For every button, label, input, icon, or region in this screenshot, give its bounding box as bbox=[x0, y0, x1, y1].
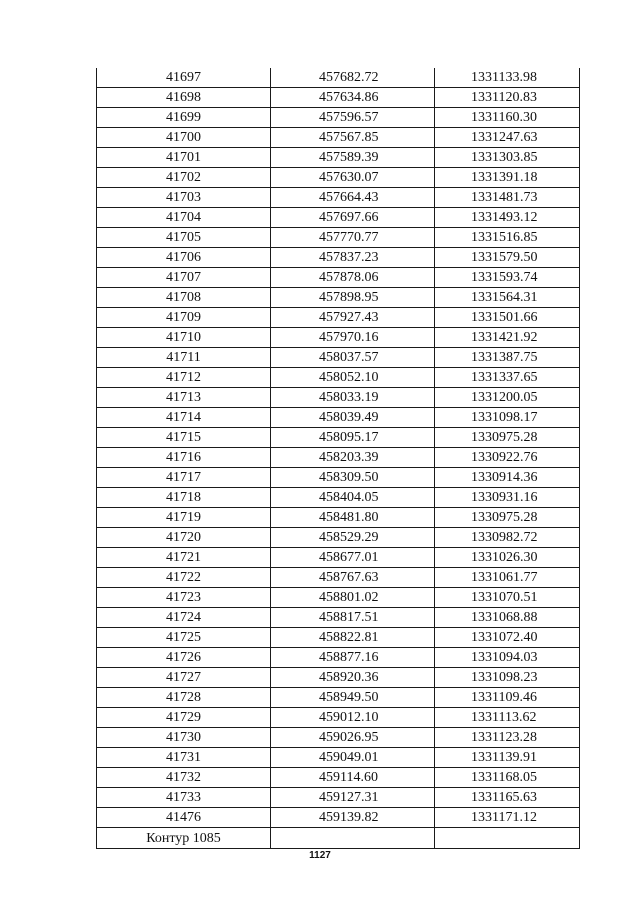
x-coordinate-cell: 1331247.63 bbox=[435, 128, 580, 148]
y-coordinate-cell: 459139.82 bbox=[271, 808, 435, 828]
table-row bbox=[97, 68, 580, 88]
y-coordinate-cell: 458404.05 bbox=[271, 488, 435, 508]
table-row bbox=[97, 748, 580, 768]
x-coordinate-cell: 1331303.85 bbox=[435, 148, 580, 168]
point-number-cell: 41722 bbox=[97, 568, 271, 588]
table-row bbox=[97, 308, 580, 328]
y-coordinate-cell: 458481.80 bbox=[271, 508, 435, 528]
x-coordinate-cell: 1331168.05 bbox=[435, 768, 580, 788]
y-coordinate-cell: 458801.02 bbox=[271, 588, 435, 608]
point-number-cell: 41714 bbox=[97, 408, 271, 428]
y-coordinate-cell: 458677.01 bbox=[271, 548, 435, 568]
y-coordinate-cell: 458817.51 bbox=[271, 608, 435, 628]
point-number-cell: 41724 bbox=[97, 608, 271, 628]
point-number-cell: 41697 bbox=[97, 68, 271, 88]
x-coordinate-cell: 1331139.91 bbox=[435, 748, 580, 768]
point-number-cell: 41698 bbox=[97, 88, 271, 108]
x-coordinate-cell: 1331061.77 bbox=[435, 568, 580, 588]
contour-empty-cell bbox=[435, 828, 580, 849]
x-coordinate-cell: 1330982.72 bbox=[435, 528, 580, 548]
x-coordinate-cell: 1331094.03 bbox=[435, 648, 580, 668]
table-row bbox=[97, 548, 580, 568]
table-row bbox=[97, 168, 580, 188]
y-coordinate-cell: 458529.29 bbox=[271, 528, 435, 548]
table-row bbox=[97, 208, 580, 228]
point-number-cell: 41701 bbox=[97, 148, 271, 168]
y-coordinate-cell: 457596.57 bbox=[271, 108, 435, 128]
table-row bbox=[97, 628, 580, 648]
table-row bbox=[97, 688, 580, 708]
x-coordinate-cell: 1331072.40 bbox=[435, 628, 580, 648]
table-row bbox=[97, 488, 580, 508]
point-number-cell: 41730 bbox=[97, 728, 271, 748]
table-row bbox=[97, 448, 580, 468]
x-coordinate-cell: 1330975.28 bbox=[435, 428, 580, 448]
x-coordinate-cell: 1331113.62 bbox=[435, 708, 580, 728]
point-number-cell: 41729 bbox=[97, 708, 271, 728]
table-row bbox=[97, 148, 580, 168]
x-coordinate-cell: 1331200.05 bbox=[435, 388, 580, 408]
table-row bbox=[97, 588, 580, 608]
x-coordinate-cell: 1331171.12 bbox=[435, 808, 580, 828]
x-coordinate-cell: 1331516.85 bbox=[435, 228, 580, 248]
x-coordinate-cell: 1331337.65 bbox=[435, 368, 580, 388]
y-coordinate-cell: 458920.36 bbox=[271, 668, 435, 688]
table-row bbox=[97, 88, 580, 108]
y-coordinate-cell: 459049.01 bbox=[271, 748, 435, 768]
point-number-cell: 41703 bbox=[97, 188, 271, 208]
table-row bbox=[97, 808, 580, 828]
x-coordinate-cell: 1331493.12 bbox=[435, 208, 580, 228]
y-coordinate-cell: 459012.10 bbox=[271, 708, 435, 728]
x-coordinate-cell: 1331564.31 bbox=[435, 288, 580, 308]
x-coordinate-cell: 1331391.18 bbox=[435, 168, 580, 188]
table-row bbox=[97, 368, 580, 388]
y-coordinate-cell: 457970.16 bbox=[271, 328, 435, 348]
point-number-cell: 41719 bbox=[97, 508, 271, 528]
table-row bbox=[97, 288, 580, 308]
point-number-cell: 41727 bbox=[97, 668, 271, 688]
table-row bbox=[97, 528, 580, 548]
x-coordinate-cell: 1331387.75 bbox=[435, 348, 580, 368]
y-coordinate-cell: 457630.07 bbox=[271, 168, 435, 188]
y-coordinate-cell: 458767.63 bbox=[271, 568, 435, 588]
page-number: 1127 bbox=[309, 850, 331, 861]
contour-label: Контур 1085 bbox=[97, 828, 271, 849]
table-row bbox=[97, 108, 580, 128]
y-coordinate-cell: 458039.49 bbox=[271, 408, 435, 428]
point-number-cell: 41728 bbox=[97, 688, 271, 708]
coordinates-table bbox=[96, 68, 580, 849]
y-coordinate-cell: 458037.57 bbox=[271, 348, 435, 368]
x-coordinate-cell: 1330914.36 bbox=[435, 468, 580, 488]
y-coordinate-cell: 458309.50 bbox=[271, 468, 435, 488]
table-row bbox=[97, 648, 580, 668]
table-row bbox=[97, 728, 580, 748]
y-coordinate-cell: 457898.95 bbox=[271, 288, 435, 308]
x-coordinate-cell: 1331098.17 bbox=[435, 408, 580, 428]
table-row bbox=[97, 348, 580, 368]
point-number-cell: 41720 bbox=[97, 528, 271, 548]
point-number-cell: 41732 bbox=[97, 768, 271, 788]
x-coordinate-cell: 1331098.23 bbox=[435, 668, 580, 688]
point-number-cell: 41718 bbox=[97, 488, 271, 508]
x-coordinate-cell: 1331579.50 bbox=[435, 248, 580, 268]
table-row bbox=[97, 428, 580, 448]
point-number-cell: 41726 bbox=[97, 648, 271, 668]
y-coordinate-cell: 457697.66 bbox=[271, 208, 435, 228]
point-number-cell: 41712 bbox=[97, 368, 271, 388]
x-coordinate-cell: 1331593.74 bbox=[435, 268, 580, 288]
table-row bbox=[97, 128, 580, 148]
x-coordinate-cell: 1331133.98 bbox=[435, 68, 580, 88]
y-coordinate-cell: 458949.50 bbox=[271, 688, 435, 708]
x-coordinate-cell: 1331481.73 bbox=[435, 188, 580, 208]
table-row bbox=[97, 388, 580, 408]
table-row bbox=[97, 188, 580, 208]
x-coordinate-cell: 1331421.92 bbox=[435, 328, 580, 348]
x-coordinate-cell: 1331165.63 bbox=[435, 788, 580, 808]
point-number-cell: 41476 bbox=[97, 808, 271, 828]
point-number-cell: 41713 bbox=[97, 388, 271, 408]
x-coordinate-cell: 1330922.76 bbox=[435, 448, 580, 468]
y-coordinate-cell: 458203.39 bbox=[271, 448, 435, 468]
x-coordinate-cell: 1331026.30 bbox=[435, 548, 580, 568]
table-row bbox=[97, 768, 580, 788]
x-coordinate-cell: 1331070.51 bbox=[435, 588, 580, 608]
point-number-cell: 41705 bbox=[97, 228, 271, 248]
point-number-cell: 41725 bbox=[97, 628, 271, 648]
table-row bbox=[97, 468, 580, 488]
point-number-cell: 41716 bbox=[97, 448, 271, 468]
x-coordinate-cell: 1331068.88 bbox=[435, 608, 580, 628]
table-row bbox=[97, 268, 580, 288]
y-coordinate-cell: 458822.81 bbox=[271, 628, 435, 648]
point-number-cell: 41702 bbox=[97, 168, 271, 188]
point-number-cell: 41731 bbox=[97, 748, 271, 768]
table-row bbox=[97, 608, 580, 628]
y-coordinate-cell: 458033.19 bbox=[271, 388, 435, 408]
y-coordinate-cell: 459114.60 bbox=[271, 768, 435, 788]
point-number-cell: 41733 bbox=[97, 788, 271, 808]
y-coordinate-cell: 457837.23 bbox=[271, 248, 435, 268]
point-number-cell: 41715 bbox=[97, 428, 271, 448]
point-number-cell: 41700 bbox=[97, 128, 271, 148]
table-row bbox=[97, 568, 580, 588]
point-number-cell: 41723 bbox=[97, 588, 271, 608]
y-coordinate-cell: 457634.86 bbox=[271, 88, 435, 108]
table-row bbox=[97, 228, 580, 248]
table-row bbox=[97, 408, 580, 428]
x-coordinate-cell: 1330975.28 bbox=[435, 508, 580, 528]
y-coordinate-cell: 457682.72 bbox=[271, 68, 435, 88]
coordinates-table-body bbox=[97, 68, 580, 849]
y-coordinate-cell: 459127.31 bbox=[271, 788, 435, 808]
point-number-cell: 41707 bbox=[97, 268, 271, 288]
point-number-cell: 41721 bbox=[97, 548, 271, 568]
x-coordinate-cell: 1331109.46 bbox=[435, 688, 580, 708]
point-number-cell: 41717 bbox=[97, 468, 271, 488]
y-coordinate-cell: 458052.10 bbox=[271, 368, 435, 388]
y-coordinate-cell: 457664.43 bbox=[271, 188, 435, 208]
y-coordinate-cell: 457878.06 bbox=[271, 268, 435, 288]
y-coordinate-cell: 457770.77 bbox=[271, 228, 435, 248]
point-number-cell: 41709 bbox=[97, 308, 271, 328]
y-coordinate-cell: 457927.43 bbox=[271, 308, 435, 328]
x-coordinate-cell: 1331501.66 bbox=[435, 308, 580, 328]
y-coordinate-cell: 458877.16 bbox=[271, 648, 435, 668]
table-row bbox=[97, 668, 580, 688]
x-coordinate-cell: 1331120.83 bbox=[435, 88, 580, 108]
y-coordinate-cell: 459026.95 bbox=[271, 728, 435, 748]
point-number-cell: 41708 bbox=[97, 288, 271, 308]
x-coordinate-cell: 1330931.16 bbox=[435, 488, 580, 508]
y-coordinate-cell: 458095.17 bbox=[271, 428, 435, 448]
y-coordinate-cell: 457589.39 bbox=[271, 148, 435, 168]
x-coordinate-cell: 1331123.28 bbox=[435, 728, 580, 748]
table-row bbox=[97, 508, 580, 528]
table-row bbox=[97, 328, 580, 348]
x-coordinate-cell: 1331160.30 bbox=[435, 108, 580, 128]
point-number-cell: 41711 bbox=[97, 348, 271, 368]
point-number-cell: 41710 bbox=[97, 328, 271, 348]
table-row bbox=[97, 708, 580, 728]
point-number-cell: 41699 bbox=[97, 108, 271, 128]
point-number-cell: 41704 bbox=[97, 208, 271, 228]
contour-empty-cell bbox=[271, 828, 435, 849]
contour-row bbox=[97, 828, 580, 849]
table-row bbox=[97, 788, 580, 808]
point-number-cell: 41706 bbox=[97, 248, 271, 268]
table-row bbox=[97, 248, 580, 268]
y-coordinate-cell: 457567.85 bbox=[271, 128, 435, 148]
